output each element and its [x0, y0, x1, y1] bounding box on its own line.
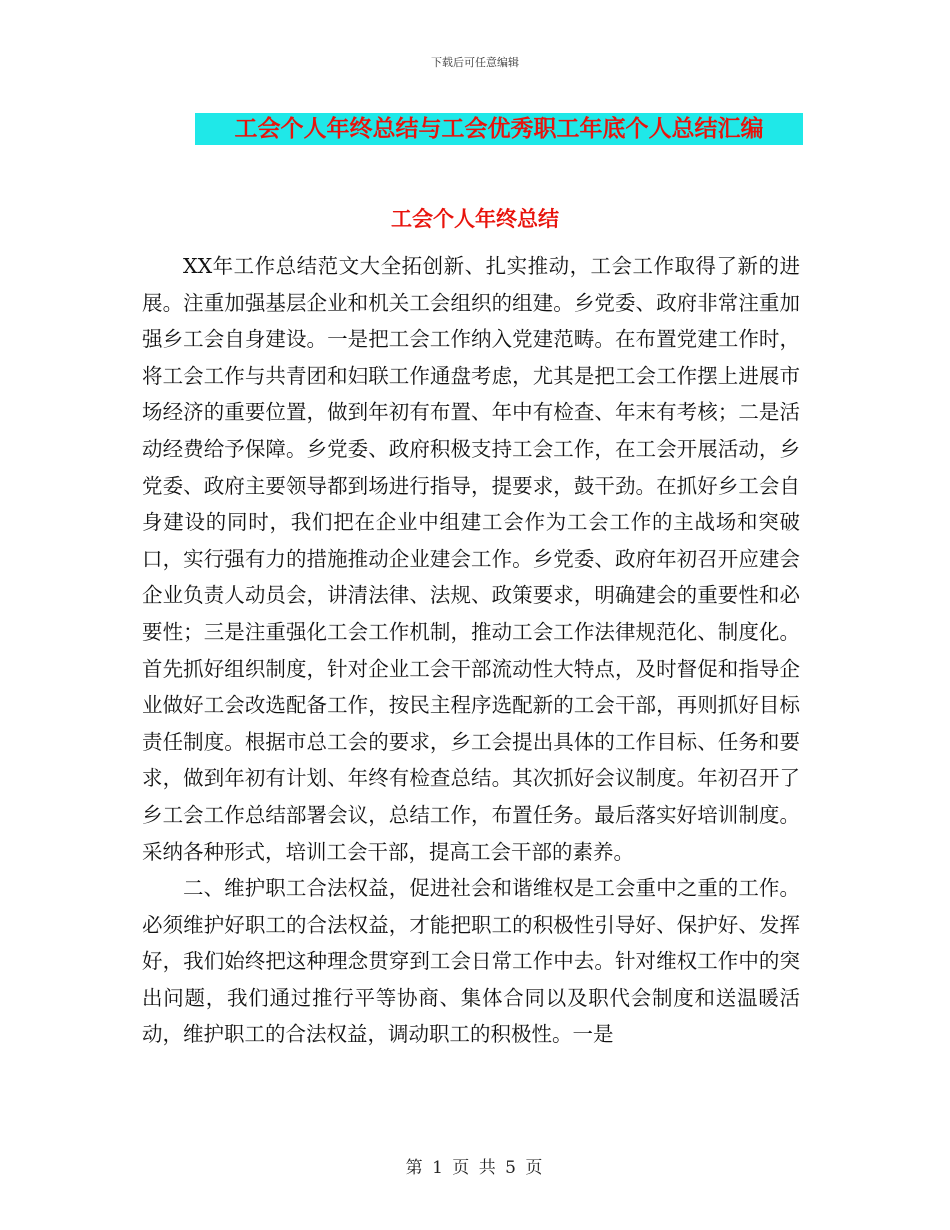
body-paragraph: XX年工作总结范文大全拓创新、扎实推动，工会工作取得了新的进展。注重加强基层企业和机关工会组织的组建。乡党委、政府非常注重加强乡工会自身建设。一是把工会工作纳入党建范畴。在布置党建工作时，将工会工作与共青团和妇联工作通盘考虑，尤其是把工会工作摆上进展市场经济的重要位置，做到年初有布置、年中有检查、年末有考核；二是活动经费给予保障。乡党委、政府积极支持工会工作，在工会开展活动，乡党委、政府主要领导都到场进行指导，提要求，鼓干劲。在抓好乡工会自身建设的同时，我们把在企业中组建工会作为工会工作的主战场和突破口，实行强有力的措施推动企业建会工作。乡党委、政府年初召开应建会企业负责人动员会，讲清法律、法规、政策要求，明确建会的重要性和必要性；三是注重强化工会工作机制，推动工会工作法律规范化、制度化。首先抓好组织制度，针对企业工会干部流动性大特点，及时督促和指导企业做好工会改选配备工作，按民主程序选配新的工会干部，再则抓好目标责任制度。根据市总工会的要求，乡工会提出具体的工作目标、任务和要求，做到年初有计划、年终有检查总结。其次抓好会议制度。年初召开了乡工会工作总结部署会议，总结工作，布置任务。最后落实好培训制度。采纳各种形式，培训工会干部，提高工会干部的素养。 [142, 254, 800, 864]
document-body [142, 248, 800, 1053]
page-header-note: 下载后可任意编辑 [431, 56, 519, 69]
section-title: 工会个人年终总结 [391, 207, 559, 231]
main-title-highlight [195, 113, 803, 145]
page-number-footer: 第 1 页 共 5 页 [405, 1158, 545, 1178]
body-paragraph: 二、维护职工合法权益，促进社会和谐维权是工会重中之重的工作。必须维护好职工的合法权益，才能把职工的积极性引导好、保护好、发挥好，我们始终把这种理念贯穿到工会日常工作中去。针对维权工作中的突出问题，我们通过推行平等协商、集体合同以及职代会制度和送温暖活动，维护职工的合法权益，调动职工的积极性。一是 [142, 876, 800, 1047]
document-main-title: 工会个人年终总结与工会优秀职工年底个人总结汇编 [234, 116, 764, 142]
